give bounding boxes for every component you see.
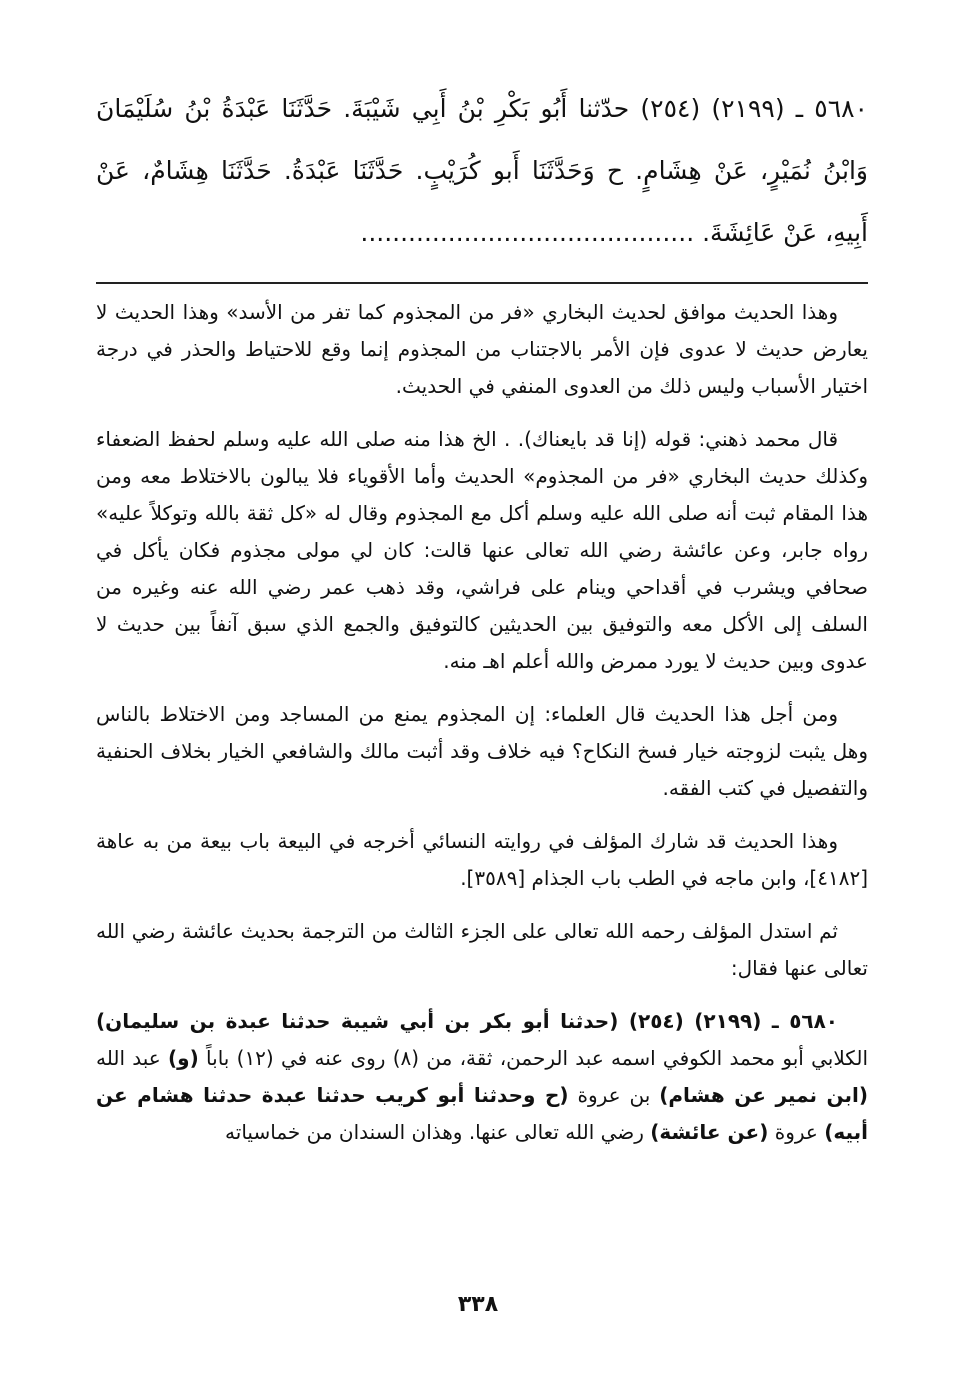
commentary-paragraph-5: ثم استدل المؤلف رحمه الله تعالى على الجزء الثالث من الترجمة بحديث عائشة رضي الله تعالى عنها فقال: bbox=[96, 919, 868, 980]
isnad-bold-5: (عن عائشة) bbox=[650, 1120, 769, 1144]
page-content bbox=[96, 78, 868, 1151]
hadith-text: ٥٦٨٠ ـ (٢١٩٩) (٢٥٤) حدّثنا أَبُو بَكْرِ بْنُ أَبِي شَيْبَةَ. حَدَّثَنَا عَبْدَةُ بْنُ سُلَيْمَانَ وَابْنُ نُمَيْرٍ، عَنْ هِشَامٍ. ح وَحَدَّثَنَا أَبو كُرَيْبٍ. حَدَّثَنَا عَبْدَةُ. حَدَّثَنَا هِشَامٌ، عَنْ أَبِيهِ، عَنْ عَائِشَةَ. .......................................... bbox=[96, 94, 868, 247]
isnad-text-4: عروة bbox=[768, 1120, 825, 1144]
commentary-paragraph-2: قال محمد ذهني: قوله (إنا قد بايعناك). . الخ هذا منه صلى الله عليه وسلم لحفظ الضعفاء وكذلك حديث البخاري «فر من المجذوم» الحديث وأما الأقوياء فلا يبالون بالاختلاط معه ومن هذا المقام ثبت أنه صلى الله عليه وسلم أكل مع المجذوم وقال له «كل ثقة بالله وتوكلاً عليه» رواه جابر، وعن عائشة رضي الله تعالى عنها قالت: كان لي مولى مجذوم فكان يأكل في صحافي ويشرب في أقداحي وينام على فراشي، وقد ذهب عمر رضي الله عنه وغيره من السلف إلى الأكل معه والتوفيق بين الحديثين كالتوفيق والجمع الذي سبق آنفاً بين حديث لا عدوى وبين حديث لا يورد ممرض والله أعلم اهـ منه. bbox=[96, 427, 868, 673]
isnad-text-2: عبد الله bbox=[96, 1046, 169, 1070]
page-number: ٣٣٨ bbox=[457, 1292, 499, 1317]
isnad-bold-4: (ح وحدثنا أبو كريب حدثنا عبدة حدثنا هشام عن أبيه) bbox=[96, 1083, 868, 1144]
isnad-bold-1: ٥٦٨٠ ـ (٢١٩٩) (٢٥٤) (حدثنا أبو بكر بن أبي شيبة حدثنا عبدة بن سليمان) bbox=[96, 1009, 839, 1033]
isnad-bold-3: (ابن نمير عن هشام) bbox=[659, 1083, 869, 1107]
isnad-text-3: بن عروة bbox=[568, 1083, 660, 1107]
isnad-bold-2: (و) bbox=[168, 1046, 199, 1070]
commentary-paragraph-4: وهذا الحديث قد شارك المؤلف في روايته النسائي أخرجه في البيعة باب بيعة من به عاهة [٤١٨٢]، وابن ماجه في الطب باب الجذام [٣٥٨٩]. bbox=[96, 829, 868, 890]
isnad-text-1: الكلابي أبو محمد الكوفي اسمه عبد الرحمن، ثقة، من (٨) روى عنه في (١٢) باباً bbox=[198, 1046, 868, 1070]
footnote-divider bbox=[96, 282, 868, 284]
isnad-paragraph bbox=[96, 1003, 868, 1151]
commentary-paragraph-1: وهذا الحديث موافق لحديث البخاري «فر من المجذوم كما تفر من الأسد» وهذا الحديث لا يعارض حديث لا عدوى فإن الأمر بالاجتناب من المجذوم إنما وقع للاحتياط والحذر في درجة اختيار الأسباب وليس ذلك من العدوى المنفي في الحديث. bbox=[96, 300, 868, 398]
isnad-text-5: رضي الله تعالى عنها. وهذان السندان من خماسياته bbox=[225, 1120, 651, 1144]
commentary-paragraph-3: ومن أجل هذا الحديث قال العلماء: إن المجذوم يمنع من المساجد ومن الاختلاط بالناس وهل يثبت لزوجته خيار فسخ النكاح؟ فيه خلاف وقد أثبت مالك والشافعي الخيار بخلاف الحنفية والتفصيل في كتب الفقه. bbox=[96, 702, 868, 800]
